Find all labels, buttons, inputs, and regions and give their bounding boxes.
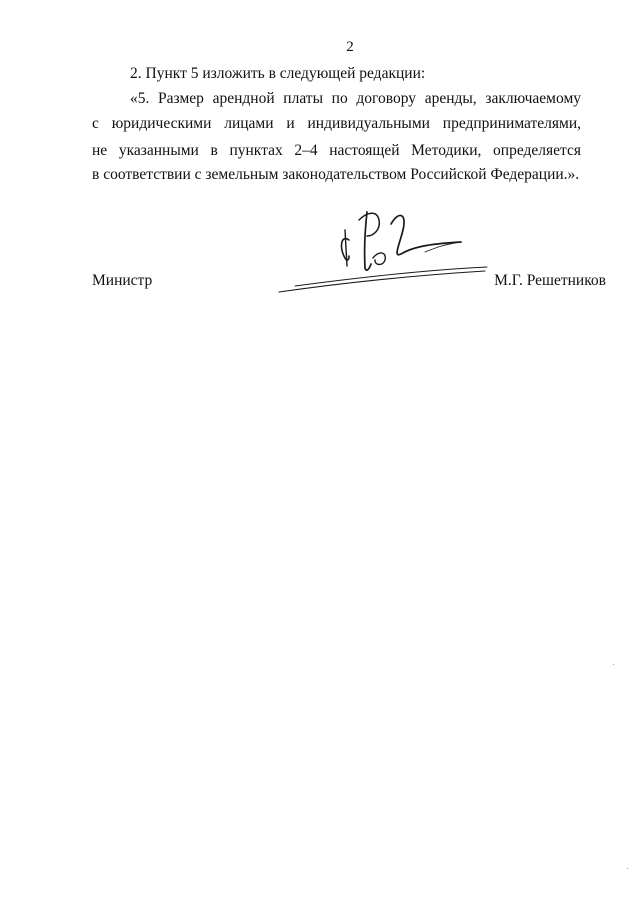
signer-name: М.Г. Решетников [494,272,606,289]
quoted-text-line-2: с юридическими лицами и индивидуальными предпринимателями, [92,115,581,132]
signer-position: Министр [92,272,153,289]
quoted-text-line-4: в соответствии с земельным законодательством Российской Федерации.». [92,166,580,183]
scan-speck [613,664,614,665]
amendment-instruction: 2. Пункт 5 изложить в следующей редакции: [130,65,426,82]
page-number: 2 [346,39,354,55]
scan-speck [627,868,628,869]
quoted-text-line-3: не указанными в пунктах 2–4 настоящей Методики, определяется [92,142,581,159]
quoted-text-line-1: «5. Размер арендной платы по договору аренды, заключаемому [130,90,581,107]
